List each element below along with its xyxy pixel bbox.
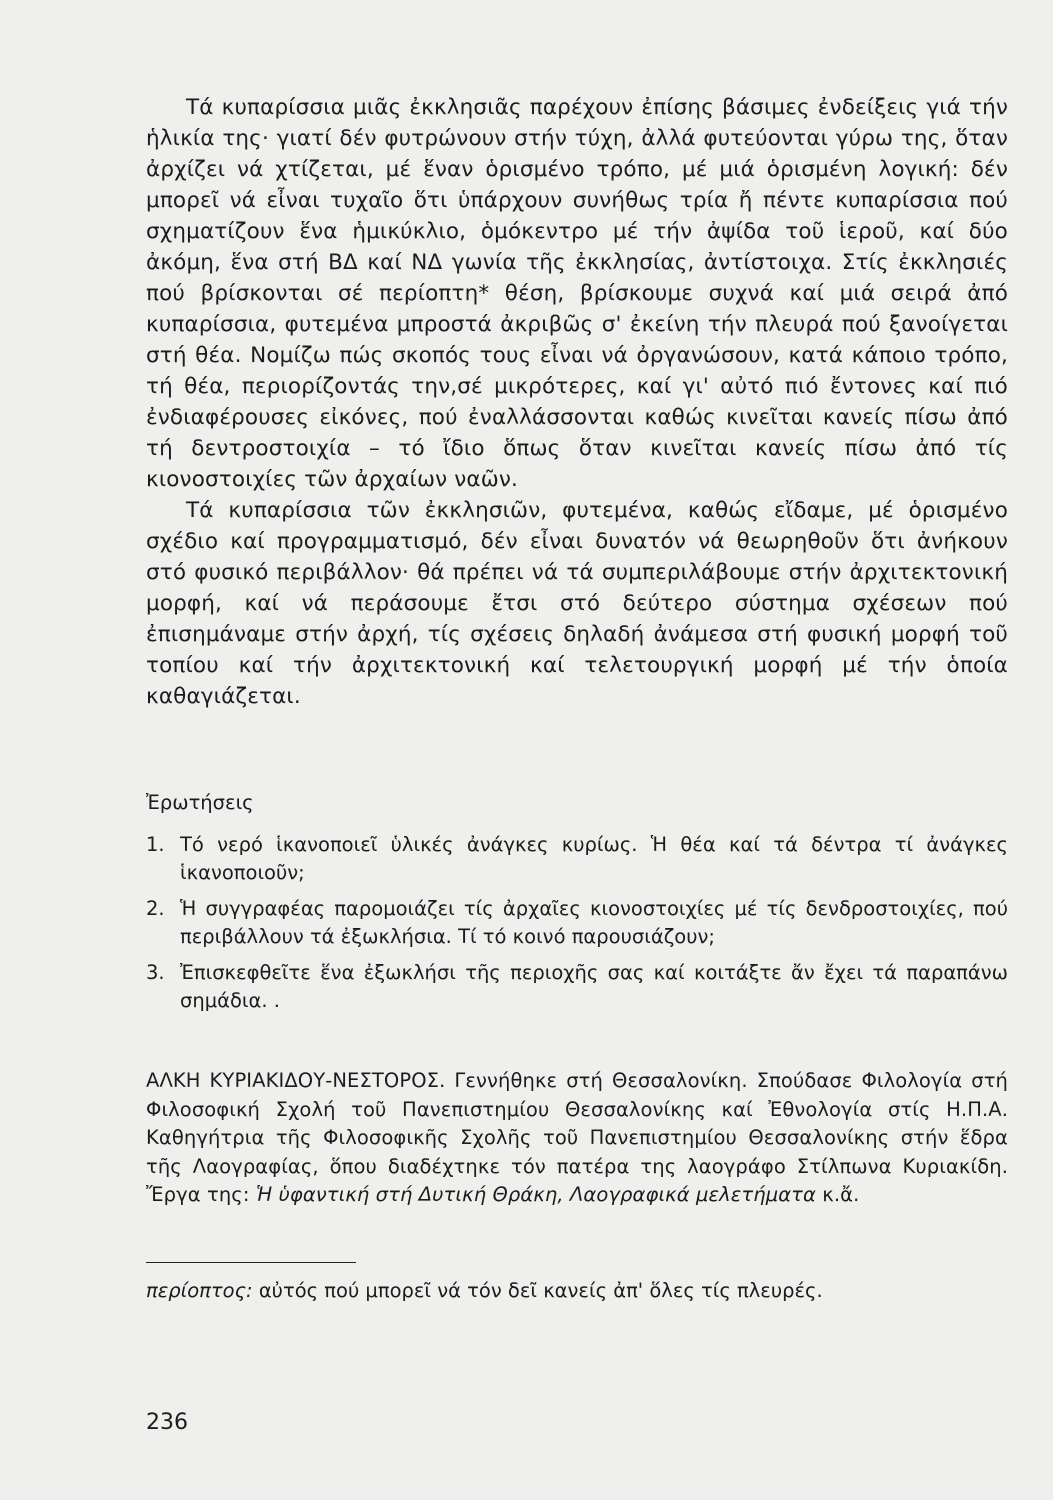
questions-list bbox=[146, 831, 1008, 1015]
question-number: 1. bbox=[146, 833, 165, 856]
author-bio bbox=[146, 1067, 1008, 1210]
questions-section bbox=[146, 789, 1008, 1015]
question-text: Ἡ συγγραφέας παρομοιάζει τίς ἀρχαῖες κιονοστοιχίες μέ τίς δενδροστοιχίες, πού περιβάλλουν τά ἐξωκλήσια. Τί τό κοινό παρουσιάζουν; bbox=[180, 897, 1008, 948]
question-item bbox=[146, 959, 1008, 1015]
author-bio-text: ΑΛΚΗ ΚΥΡΙΑΚΙΔΟΥ-ΝΕΣΤΟΡΟΣ. Γεννήθηκε στή Θεσσαλονίκη. Σπούδασε Φιλολογία στή Φιλοσοφική Σχολή τοῦ Πανεπιστημίου Θεσσαλονίκης καί Ἐθνολογία στίς Η.Π.Α. Καθηγήτρια τῆς Φιλοσοφικῆς Σχολῆς τοῦ Πανεπιστημίου Θεσσαλονίκης στήν ἕδρα τῆς Λαογραφίας, ὅπου διαδέχτηκε τόν πατέρα της λαογράφο Στίλπωνα Κυριακίδη. Ἔργα της: bbox=[146, 1069, 1008, 1206]
author-works: Ἡ ὑφαντική στή Δυτική Θράκη, Λαογραφικά μελετήματα bbox=[255, 1183, 816, 1206]
questions-heading: Ἐρωτήσεις bbox=[146, 791, 254, 814]
page-content bbox=[146, 92, 1008, 1324]
question-text: Τό νερό ἱκανοποιεῖ ὑλικές ἀνάγκες κυρίως. Ἡ θέα καί τά δέντρα τί ἀνάγκες ἱκανοποιοῦν; bbox=[180, 833, 1008, 884]
footnote-term: περίοπτος: bbox=[146, 1278, 253, 1302]
question-number: 2. bbox=[146, 897, 165, 920]
question-number: 3. bbox=[146, 961, 165, 984]
footnote-definition: αὐτός πού μπορεῖ νά τόν δεῖ κανείς ἀπ' ὅλες τίς πλευρές. bbox=[252, 1278, 823, 1302]
question-text: Ἐπισκεφθεῖτε ἕνα ἐξωκλήσι τῆς περιοχῆς σας καί κοιτάξτε ἄν ἔχει τά παραπάνω σημάδια. . bbox=[180, 961, 1008, 1012]
author-bio-tail: κ.ἄ. bbox=[815, 1183, 860, 1206]
body-paragraph: Τά κυπαρίσσια μιᾶς ἐκκλησιᾶς παρέχουν ἐπίσης βάσιμες ἐνδείξεις γιά τήν ἡλικία της· γιατί δέν φυτρώνουν στήν τύχη, ἀλλά φυτεύονται γύρω της, ὅταν ἀρχίζει νά χτίζεται, μέ ἕναν ὁρισμένο τρόπο, μέ μιά ὁρισμένη λογική: δέν μπορεῖ νά εἶναι τυχαῖο ὅτι ὑπάρχουν συνήθως τρία ἤ πέντε κυπαρίσσια πού σχηματίζουν ἕνα ἡμικύκλιο, ὁμόκεντρο μέ τήν ἀψίδα τοῦ ἱεροῦ, καί δύο ἀκόμη, ἕνα στή ΒΔ καί ΝΔ γωνία τῆς ἐκκλησίας, ἀντίστοιχα. Στίς ἐκκλησιές πού βρίσκονται σέ περίοπτη* θέση, βρίσκουμε συχνά καί μιά σειρά ἀπό κυπαρίσσια, φυτεμένα μπροστά ἀκριβῶς σ' ἐκείνη τήν πλευρά πού ξανοίγεται στή θέα. Νομίζω πώς σκοπός τους εἶναι νά ὀργανώσουν, κατά κάποιο τρόπο, τή θέα, περιορίζοντάς την,σέ μικρότερες, καί γι' αὐτό πιό ἔντονες καί πιό ἐνδιαφέρουσες εἰκόνες, πού ἐναλλάσσονται καθώς κινεῖται κανείς πίσω ἀπό τή δεντροστοιχία – τό ἴδιο ὅπως ὅταν κινεῖται κανείς πίσω ἀπό τίς κιονοστοιχίες τῶν ἀρχαίων ναῶν. bbox=[146, 95, 1008, 492]
main-text bbox=[146, 92, 1008, 712]
footnote-divider bbox=[146, 1262, 356, 1263]
body-paragraph: Τά κυπαρίσσια τῶν ἐκκλησιῶν, φυτεμένα, καθώς εἴδαμε, μέ ὁρισμένο σχέδιο καί προγραμματισμό, δέν εἶναι δυνατόν νά θεωρηθοῦν ὅτι ἀνήκουν στό φυσικό περιβάλλον· θά πρέπει νά τά συμπεριλάβουμε στήν ἀρχιτεκτονική μορφή, καί νά περάσουμε ἔτσι στό δεύτερο σύστημα σχέσεων πού ἐπισημάναμε στήν ἀρχή, τίς σχέσεις δηλαδή ἀνάμεσα στή φυσική μορφή τοῦ τοπίου καί τήν ἀρχιτεκτονική καί τελετουργική μορφή μέ τήν ὁποία καθαγιάζεται. bbox=[146, 498, 1008, 709]
question-item bbox=[146, 831, 1008, 887]
question-item bbox=[146, 895, 1008, 951]
footnote bbox=[146, 1277, 1008, 1305]
page-number: 236 bbox=[146, 1410, 188, 1435]
